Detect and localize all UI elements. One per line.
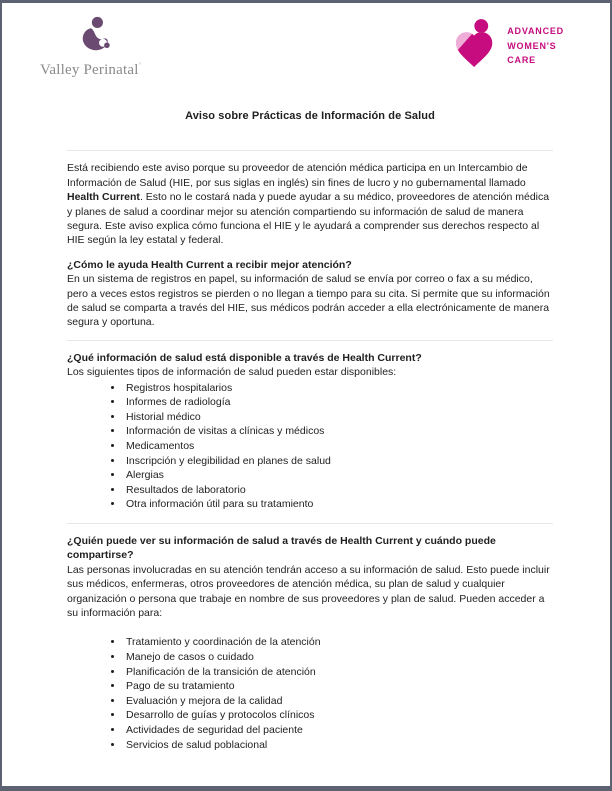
list-item: • Registros hospitalarios <box>124 381 553 396</box>
health-current-bold: Health Current <box>67 191 140 204</box>
divider <box>67 150 553 151</box>
section-body-como-ayuda: En un sistema de registros en papel, su información de salud se envía por correo o fax a su médico, pero a veces estos registros se pierden o no llegan a tiempo para su cita. Si permite que su información de salud se comparta a través del HIE, sus médicos podrán acceder a ella electrónicamente de manera segura y oportuna. <box>67 273 550 329</box>
list-item: • Historial médico <box>124 410 553 425</box>
awc-line-womens: WOMEN'S <box>507 40 557 51</box>
list-item: • Alergias <box>124 468 553 483</box>
list-item: • Desarrollo de guías y protocolos clínicos <box>124 708 553 723</box>
health-info-types-list <box>67 381 553 512</box>
page-title: Aviso sobre Prácticas de Información de Salud <box>185 110 435 122</box>
intro-text-continued: . Esto no le costará nada y puede ayudar a su médico, proveedores de atención médica y planes de salud a coordinar mejor su atención compartiendo su información de salud de manera segura. Este aviso explica cómo funciona el HIE y le ayudará a comprender sus derechos respecto al HIE según la ley estatal y federal. <box>67 191 550 247</box>
trademark-mark: ʼ <box>138 61 142 70</box>
intro-text: Está recibiendo este aviso porque su proveedor de atención médica participa en un Intercambio de Información de Salud (HIE, por sus siglas en inglés) sin fines de lucro y no gubernamental llamado <box>67 162 528 189</box>
list-item: • Medicamentos <box>124 439 553 454</box>
list-item: • Planificación de la transición de atención <box>124 665 553 680</box>
list-item: • Información de visitas a clínicas y médicos <box>124 424 553 439</box>
intro-paragraph <box>67 161 553 247</box>
document-content <box>2 109 610 752</box>
list-item: • Actividades de seguridad del paciente <box>124 723 553 738</box>
valley-perinatal-wordmark <box>40 61 170 79</box>
list-item: • Manejo de casos o cuidado <box>124 650 553 665</box>
logo-valley-perinatal <box>40 16 170 79</box>
list-item: • Pago de su tratamiento <box>124 679 553 694</box>
list-item: • Tratamiento y coordinación de la atención <box>124 635 553 650</box>
list-item: • Informes de radiología <box>124 395 553 410</box>
awc-line-advanced: ADVANCED <box>507 26 564 36</box>
list-item: • Otra información útil para su tratamiento <box>124 497 553 512</box>
section-body-quien-puede-ver: Las personas involucradas en su atención tendrán acceso a su información de salud. Esto puede incluir sus médicos, enfermeras, otros proveedores de atención médica, su plan de salud y cualquier organización o persona que trabaje en nombre de sus proveedores y plan de salud. Pueden acceder a su información para: <box>67 563 550 620</box>
parent-figure-icon <box>40 16 170 58</box>
awc-line-care: CARE <box>507 55 536 65</box>
section-heading-como-ayuda: ¿Cómo le ayuda Health Current a recibir mejor atención? <box>67 258 352 271</box>
list-item: • Inscripción y elegibilidad en planes de salud <box>124 454 553 469</box>
section-heading-que-informacion: ¿Qué información de salud está disponible a través de Health Current? <box>67 351 422 364</box>
valley-perinatal-name: Valley Perinatal <box>40 62 139 78</box>
mother-heart-icon <box>453 19 499 74</box>
section-body-que-informacion: Los siguientes tipos de información de salud pueden estar disponibles: <box>67 366 397 379</box>
logo-advanced-womens-care <box>453 19 564 74</box>
awc-wordmark <box>507 19 564 68</box>
list-item: • Servicios de salud poblacional <box>124 738 553 753</box>
divider <box>67 340 553 341</box>
list-item: • Evaluación y mejora de la calidad <box>124 694 553 709</box>
divider <box>67 523 553 524</box>
access-purposes-list <box>67 635 553 752</box>
list-item: • Resultados de laboratorio <box>124 483 553 498</box>
page-header <box>2 3 610 79</box>
section-heading-quien-puede-ver: ¿Quién puede ver su información de salud a través de Health Current y cuándo puede compartirse? <box>67 535 496 562</box>
